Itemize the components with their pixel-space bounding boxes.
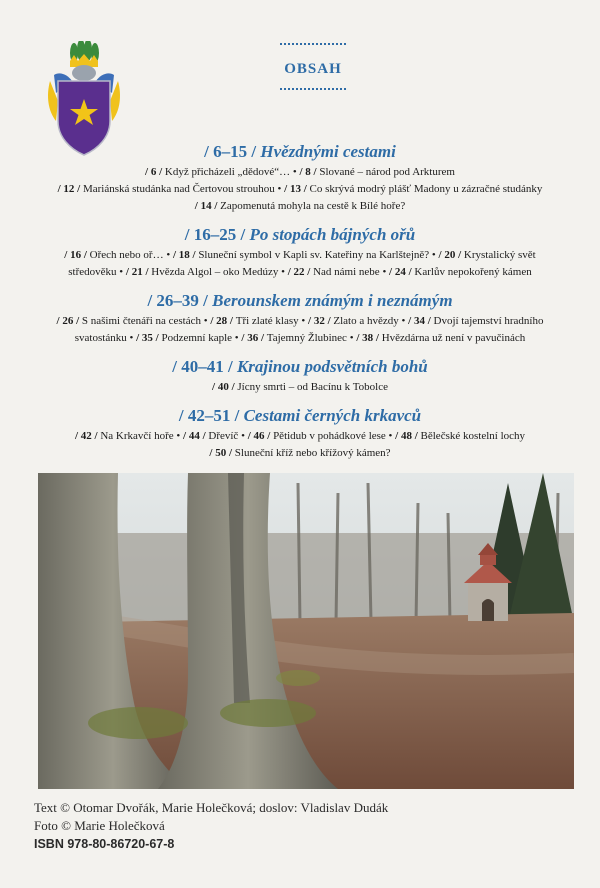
entry-title: Zlato a hvězdy bbox=[333, 315, 399, 327]
entry-title: Sluneční symbol v Kapli sv. Kateřiny na Karlštejně? bbox=[198, 249, 430, 261]
entry-title: svatostánku bbox=[74, 332, 127, 344]
entry-page: 18 bbox=[178, 249, 190, 261]
title-dots-top bbox=[280, 43, 346, 45]
section-title: Berounskem známým i neznámým bbox=[212, 291, 453, 310]
section-heading bbox=[0, 225, 600, 245]
entry-page: 50 bbox=[215, 447, 227, 459]
entry-page: 20 bbox=[444, 249, 456, 261]
entry-title: Slované – národ pod Arkturem bbox=[319, 166, 455, 178]
entry-title: Hvězdárna už není v pavučinách bbox=[381, 332, 526, 344]
toc-entry: / 28 / Tři zlaté klasy bbox=[210, 315, 299, 327]
entry-page: 14 bbox=[200, 200, 212, 212]
entry-line bbox=[22, 445, 578, 462]
section-page-range: / 16–25 / bbox=[184, 225, 246, 244]
toc-entry: / 34 / Dvojí tajemství hradního bbox=[408, 315, 544, 327]
entry-page: 26 bbox=[62, 315, 74, 327]
entry-line: svatostánku • / 35 / Podzemní kaple • / 36 / Tajemný Žlubinec • / 38 / Hvězdárna už není v pavučinách bbox=[74, 332, 526, 344]
entry-page: 48 bbox=[400, 430, 412, 442]
entry-title: Podzemní kaple bbox=[161, 332, 233, 344]
toc-entry: / 13 / Co skrývá modrý plášť Madony u zázračné studánky bbox=[284, 183, 543, 195]
toc-section bbox=[0, 225, 600, 281]
section-page-range: / 26–39 / bbox=[147, 291, 208, 310]
entry-page: 16 bbox=[70, 249, 82, 261]
entry-line: / 6 / Když přicházeli „dědové“… • / 8 / Slované – národ pod Arkturem bbox=[145, 166, 455, 178]
toc-entry: / 38 / Hvězdárna už není v pavučinách bbox=[356, 332, 526, 344]
toc-entry: / 40 / Jícny smrti – od Bacínu k Tobolce bbox=[212, 381, 388, 393]
toc-entry: / 26 / S našimi čtenáři na cestách bbox=[56, 315, 201, 327]
entry-line bbox=[22, 379, 578, 396]
section-heading bbox=[0, 142, 600, 162]
toc-entry: / 24 / Karlův nepokořený kámen bbox=[389, 266, 532, 278]
entry-page: 34 bbox=[413, 315, 425, 327]
toc-entry: / 14 / Zapomenutá mohyla na cestě k Bílé hoře? bbox=[194, 200, 406, 212]
entry-page: 22 bbox=[293, 266, 305, 278]
toc-section bbox=[0, 406, 600, 462]
section-page-range: / 42–51 / bbox=[178, 406, 240, 425]
entry-title: Na Krkavčí hoře bbox=[100, 430, 174, 442]
entry-title: Když přicházeli „dědové“… bbox=[164, 166, 291, 178]
section-title: Cestami černých krkavců bbox=[243, 406, 422, 425]
title-dots-bottom bbox=[280, 88, 346, 90]
toc-entry: / 16 / Ořech nebo oř… bbox=[64, 249, 164, 261]
entry-page: 38 bbox=[362, 332, 374, 344]
toc-entry bbox=[75, 332, 127, 344]
forest-chapel-photo bbox=[38, 473, 574, 789]
page-title: OBSAH bbox=[284, 61, 342, 77]
section-title: Krajinou podsvětních bohů bbox=[236, 357, 428, 376]
toc-entry: / 12 / Mariánská studánka nad Čertovou strouhou bbox=[57, 183, 275, 195]
toc-entry: / 6 / Když přicházeli „dědové“… bbox=[145, 166, 291, 178]
toc-entry: / 22 / Nad námi nebe bbox=[287, 266, 380, 278]
toc-entry: / 32 / Zlato a hvězdy bbox=[308, 315, 399, 327]
entry-title: Dvojí tajemství hradního bbox=[433, 315, 544, 327]
entry-page: 8 bbox=[305, 166, 311, 178]
section-entries bbox=[0, 428, 600, 462]
credits-block bbox=[34, 799, 388, 853]
entry-title: S našimi čtenáři na cestách bbox=[81, 315, 201, 327]
toc-section bbox=[0, 357, 600, 396]
section-heading bbox=[0, 291, 600, 311]
entry-page: 28 bbox=[216, 315, 228, 327]
toc-entry: / 36 / Tajemný Žlubinec bbox=[241, 332, 347, 344]
entry-title: Tři zlaté klasy bbox=[235, 315, 299, 327]
entry-page: 24 bbox=[394, 266, 406, 278]
toc-section bbox=[0, 291, 600, 347]
toc-entry: / 48 / Bělečské kostelní lochy bbox=[395, 430, 526, 442]
entry-page: 21 bbox=[131, 266, 143, 278]
entry-page: 46 bbox=[253, 430, 265, 442]
entry-page: 32 bbox=[313, 315, 325, 327]
entry-line: / 12 / Mariánská studánka nad Čertovou strouhou • / 13 / Co skrývá modrý plášť Madony u zázračné studánky bbox=[57, 183, 543, 195]
toc-entry: / 46 / Pětidub v pohádkové lese bbox=[247, 430, 386, 442]
section-page-range: / 6–15 / bbox=[204, 142, 257, 161]
entry-page: 13 bbox=[289, 183, 301, 195]
entry-title: Tajemný Žlubinec bbox=[266, 332, 347, 344]
coat-of-arms-emblem bbox=[44, 41, 124, 157]
entry-title: Nad námi nebe bbox=[313, 266, 380, 278]
entry-title: Mariánská studánka nad Čertovou strouhou bbox=[82, 183, 275, 195]
isbn: ISBN 978-80-86720-67-8 bbox=[34, 837, 175, 851]
entry-line: / 26 / S našimi čtenáři na cestách • / 28 / Tři zlaté klasy • / 32 / Zlato a hvězdy • / 34 / Dvojí tajemství hradního bbox=[56, 315, 544, 327]
photo-credit: Foto © Marie Holečková bbox=[34, 818, 165, 833]
table-of-contents bbox=[0, 142, 600, 472]
entry-line: / 16 / Ořech nebo oř… • / 18 / Sluneční symbol v Kapli sv. Kateřiny na Karlštejně? • / 20 / Krystalický svět bbox=[64, 249, 536, 261]
toc-entry: / 21 / Hvězda Algol – oko Medúzy bbox=[125, 266, 279, 278]
entry-page: 36 bbox=[247, 332, 259, 344]
entry-page: 12 bbox=[63, 183, 75, 195]
entry-title: Bělečské kostelní lochy bbox=[420, 430, 526, 442]
toc-entry: / 20 / Krystalický svět bbox=[438, 249, 536, 261]
toc-entry bbox=[68, 266, 116, 278]
section-title: Po stopách bájných ořů bbox=[249, 225, 416, 244]
entry-line: / 42 / Na Krkavčí hoře • / 44 / Dřevíč • / 46 / Pětidub v pohádkové lese • / 48 / Bělečské kostelní lochy bbox=[74, 430, 526, 442]
toc-section bbox=[0, 142, 600, 215]
section-entries bbox=[0, 379, 600, 396]
section-entries bbox=[0, 313, 600, 347]
toc-entry: / 44 / Dřevíč bbox=[183, 430, 239, 442]
entry-page: 40 bbox=[217, 381, 229, 393]
toc-entry: / 18 / Sluneční symbol v Kapli sv. Kateřiny na Karlštejně? bbox=[172, 249, 430, 261]
text-credit: Text © Otomar Dvořák, Marie Holečková; doslov: Vladislav Dudák bbox=[34, 800, 389, 815]
entry-title: Co skrývá modrý plášť Madony u zázračné studánky bbox=[309, 183, 543, 195]
entry-title: středověku bbox=[68, 266, 117, 278]
entry-page: 35 bbox=[141, 332, 153, 344]
entry-title: Hvězda Algol – oko Medúzy bbox=[151, 266, 279, 278]
entry-title: Krystalický svět bbox=[463, 249, 536, 261]
entry-page: 42 bbox=[80, 430, 92, 442]
section-heading bbox=[0, 406, 600, 426]
toc-entry: / 35 / Podzemní kaple bbox=[136, 332, 233, 344]
entry-title: Sluneční kříž nebo křížový kámen? bbox=[234, 447, 391, 459]
section-page-range: / 40–41 / bbox=[172, 357, 233, 376]
section-entries bbox=[0, 164, 600, 215]
entry-title: Zapomenutá mohyla na cestě k Bílé hoře? bbox=[220, 200, 406, 212]
entry-title: Karlův nepokořený kámen bbox=[414, 266, 532, 278]
toc-entry: / 50 / Sluneční kříž nebo křížový kámen? bbox=[209, 447, 391, 459]
entry-page: 44 bbox=[188, 430, 200, 442]
entry-title: Jícny smrti – od Bacínu k Tobolce bbox=[237, 381, 388, 393]
entry-title: Dřevíč bbox=[208, 430, 239, 442]
entry-page: 6 bbox=[150, 166, 157, 178]
entry-title: Ořech nebo oř… bbox=[89, 249, 164, 261]
entry-line bbox=[22, 198, 578, 215]
entry-line: středověku • / 21 / Hvězda Algol – oko Medúzy • / 22 / Nad námi nebe • / 24 / Karlův nepokořený kámen bbox=[68, 266, 532, 278]
section-entries bbox=[0, 247, 600, 281]
entry-title: Pětidub v pohádkové lese bbox=[273, 430, 386, 442]
section-heading bbox=[0, 357, 600, 377]
toc-entry: / 8 / Slované – národ pod Arkturem bbox=[299, 166, 455, 178]
toc-entry: / 42 / Na Krkavčí hoře bbox=[74, 430, 174, 442]
section-title: Hvězdnými cestami bbox=[260, 142, 396, 161]
